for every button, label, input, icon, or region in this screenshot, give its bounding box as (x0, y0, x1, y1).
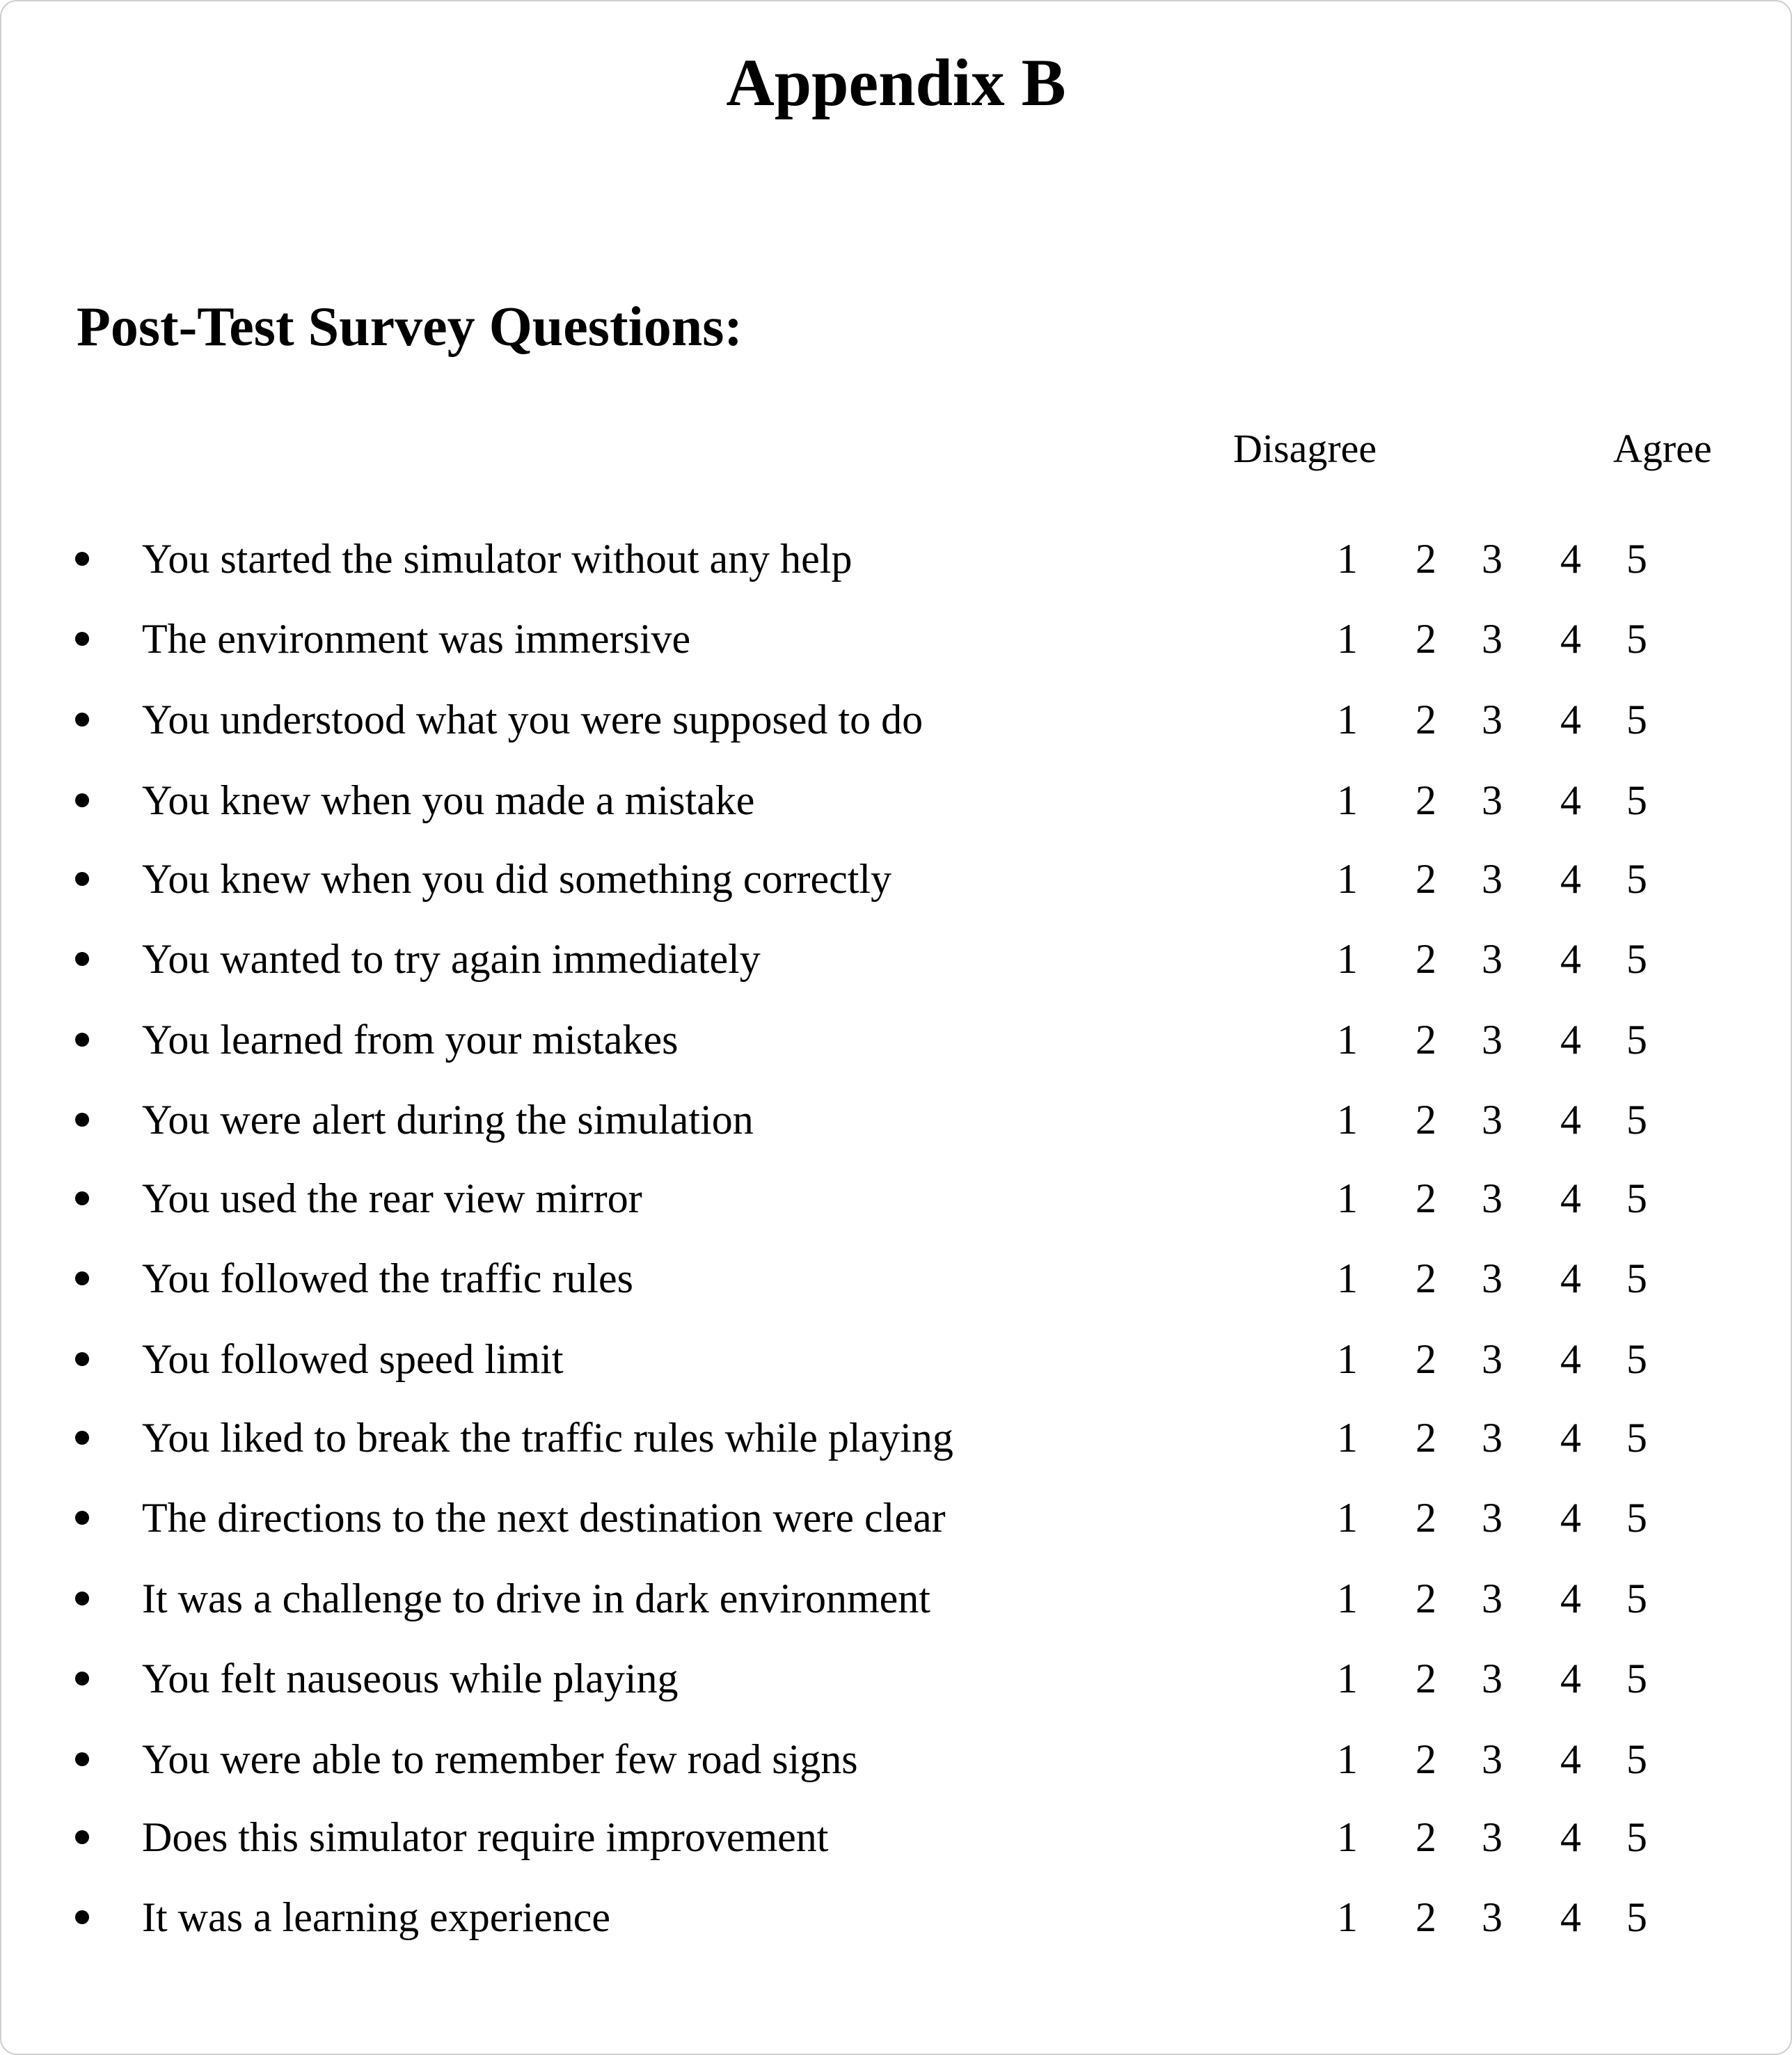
rating-option-5: 5 (1626, 1814, 1647, 1860)
question-text: You followed speed limit (142, 1336, 564, 1382)
bullet-icon (75, 1352, 89, 1366)
rating-option-4: 4 (1560, 1336, 1581, 1382)
rating-option-3: 3 (1482, 1017, 1502, 1063)
question-row (1, 688, 1791, 751)
rating-option-4: 4 (1560, 536, 1581, 582)
bullet-icon (75, 1033, 89, 1047)
question-row (1, 769, 1791, 832)
question-text: The environment was immersive (142, 616, 691, 662)
rating-option-2: 2 (1416, 856, 1436, 902)
question-text: You were alert during the simulation (142, 1097, 754, 1143)
rating-option-5: 5 (1626, 1097, 1647, 1143)
rating-option-2: 2 (1416, 1736, 1436, 1782)
rating-option-4: 4 (1560, 1736, 1581, 1782)
rating-option-3: 3 (1482, 1175, 1502, 1221)
section-heading: Post-Test Survey Questions: (77, 296, 743, 358)
rating-option-5: 5 (1626, 1336, 1647, 1382)
rating-option-1: 1 (1337, 1336, 1358, 1382)
rating-option-1: 1 (1337, 536, 1358, 582)
rating-option-2: 2 (1416, 1097, 1436, 1143)
bullet-icon (75, 1271, 89, 1285)
rating-option-4: 4 (1560, 856, 1581, 902)
rating-option-5: 5 (1626, 1495, 1647, 1541)
rating-option-1: 1 (1337, 1894, 1358, 1940)
question-row (1, 1406, 1791, 1469)
rating-option-2: 2 (1416, 1495, 1436, 1541)
rating-option-1: 1 (1337, 856, 1358, 902)
rating-option-5: 5 (1626, 1656, 1647, 1701)
rating-option-5: 5 (1626, 697, 1647, 743)
question-row (1, 608, 1791, 670)
bullet-icon (75, 1511, 89, 1525)
rating-option-2: 2 (1416, 1175, 1436, 1221)
rating-option-5: 5 (1626, 1415, 1647, 1461)
question-text: You learned from your mistakes (142, 1017, 679, 1063)
question-row (1, 1247, 1791, 1310)
rating-option-2: 2 (1416, 1255, 1436, 1301)
question-text: It was a challenge to drive in dark environment (142, 1576, 930, 1621)
question-text: You knew when you did something correctly (142, 856, 892, 902)
rating-option-3: 3 (1482, 616, 1502, 662)
bullet-icon (75, 793, 89, 807)
rating-option-1: 1 (1337, 1415, 1358, 1461)
scale-low-label: Disagree (1233, 426, 1377, 471)
question-row (1, 1567, 1791, 1630)
question-text: You felt nauseous while playing (142, 1656, 679, 1701)
question-row (1, 928, 1791, 990)
rating-option-1: 1 (1337, 616, 1358, 662)
bullet-icon (75, 1592, 89, 1605)
rating-option-4: 4 (1560, 1656, 1581, 1701)
rating-option-5: 5 (1626, 1255, 1647, 1301)
bullet-icon (75, 713, 89, 727)
question-row (1, 527, 1791, 590)
rating-option-4: 4 (1560, 936, 1581, 982)
question-text: You started the simulator without any help (142, 536, 853, 582)
appendix-title: Appendix B (726, 45, 1066, 120)
rating-option-1: 1 (1337, 1576, 1358, 1621)
rating-option-1: 1 (1337, 1255, 1358, 1301)
question-row (1, 1647, 1791, 1710)
rating-option-5: 5 (1626, 1017, 1647, 1063)
bullet-icon (75, 952, 89, 966)
rating-option-1: 1 (1337, 1495, 1358, 1541)
rating-option-5: 5 (1626, 1576, 1647, 1621)
question-text: You followed the traffic rules (142, 1255, 633, 1301)
rating-option-5: 5 (1626, 1175, 1647, 1221)
rating-option-4: 4 (1560, 1495, 1581, 1541)
question-text: You knew when you made a mistake (142, 777, 755, 823)
question-row (1, 1806, 1791, 1868)
bullet-icon (75, 1113, 89, 1127)
question-row (1, 848, 1791, 910)
rating-option-3: 3 (1482, 1814, 1502, 1860)
bullet-icon (75, 1910, 89, 1924)
question-text: You liked to break the traffic rules while playing (142, 1415, 953, 1461)
rating-option-1: 1 (1337, 1017, 1358, 1063)
rating-option-4: 4 (1560, 616, 1581, 662)
question-text: Does this simulator require improvement (142, 1814, 829, 1860)
rating-option-4: 4 (1560, 697, 1581, 743)
rating-option-4: 4 (1560, 1017, 1581, 1063)
rating-option-3: 3 (1482, 936, 1502, 982)
rating-option-3: 3 (1482, 856, 1502, 902)
rating-option-2: 2 (1416, 1336, 1436, 1382)
rating-option-2: 2 (1416, 697, 1436, 743)
rating-option-2: 2 (1416, 1576, 1436, 1621)
rating-option-2: 2 (1416, 777, 1436, 823)
bullet-icon (75, 1191, 89, 1205)
rating-option-5: 5 (1626, 536, 1647, 582)
question-row (1, 1088, 1791, 1151)
question-row (1, 1328, 1791, 1390)
question-text: The directions to the next destination were clear (142, 1495, 946, 1541)
question-text: It was a learning experience (142, 1894, 610, 1940)
rating-option-5: 5 (1626, 936, 1647, 982)
rating-option-3: 3 (1482, 1576, 1502, 1621)
rating-option-2: 2 (1416, 1814, 1436, 1860)
rating-option-5: 5 (1626, 1894, 1647, 1940)
rating-option-2: 2 (1416, 1894, 1436, 1940)
bullet-icon (75, 1672, 89, 1685)
rating-option-3: 3 (1482, 1894, 1502, 1940)
bullet-icon (75, 1431, 89, 1445)
rating-option-2: 2 (1416, 936, 1436, 982)
rating-option-1: 1 (1337, 1175, 1358, 1221)
rating-option-5: 5 (1626, 856, 1647, 902)
bullet-icon (75, 872, 89, 886)
question-row (1, 1167, 1791, 1230)
rating-option-3: 3 (1482, 1415, 1502, 1461)
rating-option-3: 3 (1482, 1736, 1502, 1782)
rating-option-1: 1 (1337, 1736, 1358, 1782)
rating-option-4: 4 (1560, 1814, 1581, 1860)
bullet-icon (75, 632, 89, 646)
rating-option-4: 4 (1560, 777, 1581, 823)
rating-option-3: 3 (1482, 697, 1502, 743)
rating-option-1: 1 (1337, 1656, 1358, 1701)
rating-option-4: 4 (1560, 1894, 1581, 1940)
scale-high-label: Agree (1613, 426, 1712, 471)
rating-option-2: 2 (1416, 1017, 1436, 1063)
rating-option-3: 3 (1482, 1336, 1502, 1382)
question-text: You used the rear view mirror (142, 1175, 642, 1221)
rating-option-4: 4 (1560, 1175, 1581, 1221)
rating-option-5: 5 (1626, 1736, 1647, 1782)
rating-option-3: 3 (1482, 1656, 1502, 1701)
rating-option-3: 3 (1482, 1255, 1502, 1301)
question-text: You understood what you were supposed to do (142, 697, 923, 743)
rating-option-4: 4 (1560, 1415, 1581, 1461)
rating-option-5: 5 (1626, 616, 1647, 662)
rating-option-3: 3 (1482, 1495, 1502, 1541)
rating-option-3: 3 (1482, 1097, 1502, 1143)
rating-option-1: 1 (1337, 777, 1358, 823)
rating-option-4: 4 (1560, 1097, 1581, 1143)
rating-option-1: 1 (1337, 697, 1358, 743)
rating-option-3: 3 (1482, 536, 1502, 582)
bullet-icon (75, 1752, 89, 1766)
bullet-icon (75, 1830, 89, 1844)
rating-option-2: 2 (1416, 616, 1436, 662)
question-text: You wanted to try again immediately (142, 936, 761, 982)
rating-option-5: 5 (1626, 777, 1647, 823)
rating-option-3: 3 (1482, 777, 1502, 823)
question-row (1, 1008, 1791, 1071)
rating-option-1: 1 (1337, 1814, 1358, 1860)
rating-option-4: 4 (1560, 1576, 1581, 1621)
question-row (1, 1728, 1791, 1791)
rating-option-1: 1 (1337, 1097, 1358, 1143)
question-row (1, 1886, 1791, 1949)
question-text: You were able to remember few road signs (142, 1736, 858, 1782)
bullet-icon (75, 552, 89, 566)
rating-option-4: 4 (1560, 1255, 1581, 1301)
rating-option-2: 2 (1416, 1415, 1436, 1461)
rating-option-2: 2 (1416, 536, 1436, 582)
rating-option-2: 2 (1416, 1656, 1436, 1701)
question-row (1, 1486, 1791, 1549)
rating-option-1: 1 (1337, 936, 1358, 982)
